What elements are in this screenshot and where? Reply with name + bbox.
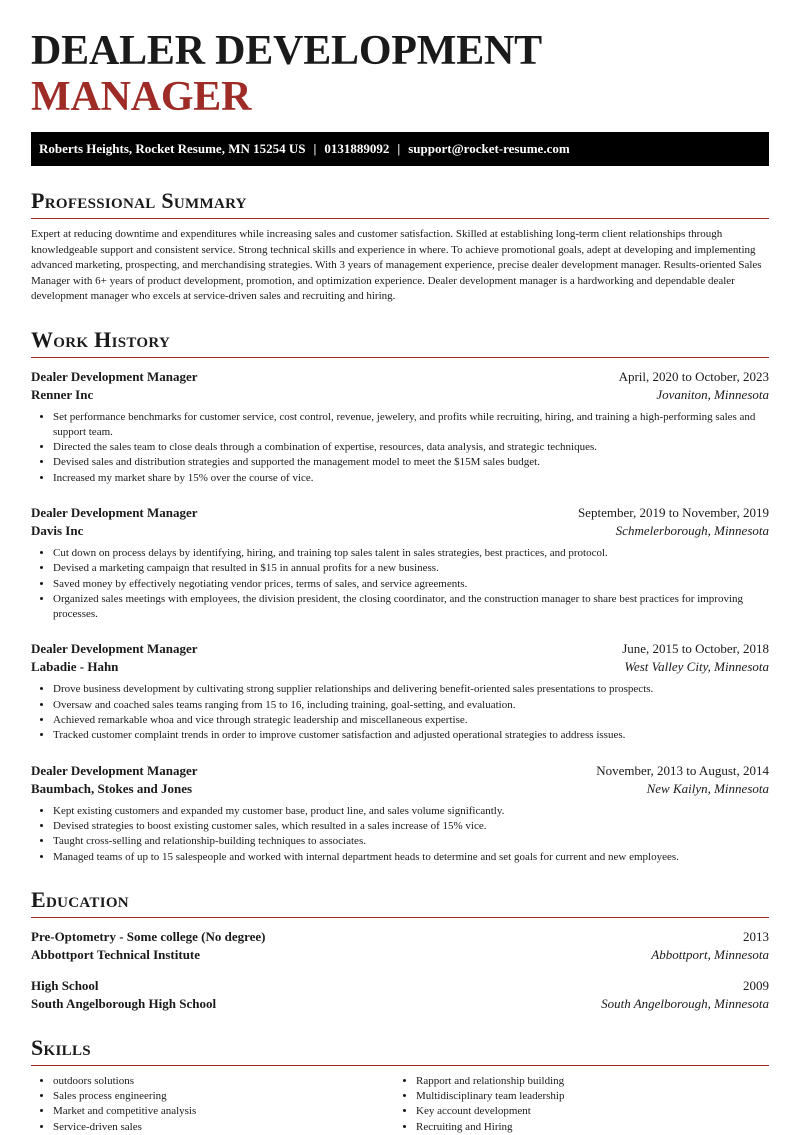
- job-title: Dealer Development Manager: [31, 641, 198, 657]
- section-divider: [31, 357, 769, 358]
- job-bullet: • Tracked customer complaint trends in order to improve customer satisfaction and adjusted operational strategies to address issues.: [53, 728, 769, 743]
- job-spacer: [31, 622, 769, 630]
- section-divider: [31, 218, 769, 219]
- job-bullet: • Oversaw and coached sales teams ranging from 15 to 16, including training, goal-setting, and evaluation.: [53, 698, 769, 713]
- education-school-row: [31, 995, 769, 1013]
- job-bullet: • Devised strategies to boost existing customer sales, which resulted in a sales increase of 15% vice.: [53, 819, 769, 834]
- education-degree-row: [31, 928, 769, 946]
- education-school: South Angelborough High School: [31, 995, 217, 1011]
- education-school: Abbottport Technical Institute: [31, 946, 201, 962]
- job-bullet: • Achieved remarkable whoa and vice through strategic leadership and miscellaneous expertise.: [53, 713, 769, 728]
- job-company: Davis Inc: [31, 522, 84, 538]
- education-year: 2013: [743, 928, 769, 944]
- job-title: Dealer Development Manager: [31, 504, 198, 520]
- job-bullet: • Drove business development by cultivating strong supplier relationships and delivering benefit-oriented sales presentations to prospects.: [53, 682, 769, 697]
- job-bullets: [31, 804, 769, 865]
- job-bullet: • Increased my market share by 15% over the course of vice.: [53, 471, 769, 486]
- job-bullet: • Kept existing customers and expanded my customer base, product line, and sales volume significantly.: [53, 804, 769, 819]
- job-bullets: [31, 682, 769, 743]
- job-entry: [31, 368, 769, 494]
- contact-phone: 0131889092: [324, 141, 390, 156]
- skill-item: • Sales process engineering: [53, 1089, 394, 1104]
- job-bullets: [31, 410, 769, 486]
- education-school-row: [31, 946, 769, 964]
- job-header-row: [31, 368, 769, 386]
- resume-page: [31, 0, 769, 1135]
- education-list: [31, 928, 769, 1013]
- job-bullet: • Cut down on process delays by identifying, hiring, and training top sales talent in sales strategies, best practices, and protocol.: [53, 546, 769, 561]
- education-entry: [31, 928, 769, 964]
- job-bullets: [31, 546, 769, 622]
- job-company-row: [31, 658, 769, 676]
- work-history-heading: Work History: [31, 326, 171, 352]
- resume-title: [31, 28, 769, 120]
- skills-column-right: [394, 1074, 757, 1135]
- job-company: Baumbach, Stokes and Jones: [31, 780, 193, 796]
- job-entry: [31, 762, 769, 865]
- education-heading: Education: [31, 886, 129, 912]
- job-title: Dealer Development Manager: [31, 762, 198, 778]
- job-bullet: • Taught cross-selling and relationship-building techniques to associates.: [53, 834, 769, 849]
- contact-bar: [31, 132, 769, 166]
- skills-column-left: [31, 1074, 394, 1135]
- skill-item: • Recruiting and Hiring: [416, 1120, 757, 1135]
- job-spacer: [31, 486, 769, 494]
- contact-separator: |: [313, 141, 317, 156]
- job-dates: November, 2013 to August, 2014: [596, 762, 769, 778]
- job-dates: June, 2015 to October, 2018: [622, 641, 769, 657]
- job-location: Schmelerborough, Minnesota: [615, 522, 769, 538]
- job-company: Renner Inc: [31, 386, 94, 402]
- title-main: DEALER DEVELOPMENT: [31, 28, 542, 74]
- contact-email: support@rocket-resume.com: [408, 141, 570, 156]
- job-bullet: • Devised a marketing campaign that resulted in $15 in annual profits for a new business.: [53, 561, 769, 576]
- job-bullet: • Organized sales meetings with employees, the division president, the closing coordinator, and the construction manager to share best practices for improving processes.: [53, 592, 769, 623]
- contact-separator: |: [397, 141, 401, 156]
- education-degree: High School: [31, 977, 99, 993]
- title-accent: MANAGER: [31, 74, 252, 120]
- job-company: Labadie - Hahn: [31, 659, 119, 675]
- education-location: South Angelborough, Minnesota: [601, 995, 769, 1011]
- education-year: 2009: [743, 977, 769, 993]
- education-location: Abbottport, Minnesota: [651, 946, 769, 962]
- skill-item: • Rapport and relationship building: [416, 1074, 757, 1089]
- education-degree: Pre-Optometry - Some college (No degree): [31, 928, 266, 944]
- section-divider: [31, 1065, 769, 1066]
- job-dates: April, 2020 to October, 2023: [618, 368, 769, 384]
- job-bullet: • Saved money by effectively negotiating vendor prices, terms of sales, and service agreements.: [53, 577, 769, 592]
- job-location: New Kailyn, Minnesota: [646, 780, 769, 796]
- job-spacer: [31, 744, 769, 752]
- summary-heading: Professional Summary: [31, 188, 247, 213]
- job-location: Jovaniton, Minnesota: [656, 386, 769, 402]
- job-location: West Valley City, Minnesota: [624, 659, 769, 675]
- skills-heading: Skills: [31, 1034, 91, 1060]
- skill-item: • Market and competitive analysis: [53, 1104, 394, 1119]
- education-degree-row: [31, 977, 769, 995]
- skills-list: [31, 1074, 769, 1135]
- job-bullet: • Devised sales and distribution strategies and supported the management model to meet the $15M sales budget.: [53, 455, 769, 470]
- skill-item: • Service-driven sales: [53, 1120, 394, 1135]
- job-company-row: [31, 386, 769, 404]
- job-entry: [31, 504, 769, 630]
- job-header-row: [31, 640, 769, 658]
- job-company-row: [31, 780, 769, 798]
- job-bullet: • Directed the sales team to close deals through a combination of expertise, resources, data analysis, and strategic techniques.: [53, 440, 769, 455]
- summary-text: Expert at reducing downtime and expenditures while increasing sales and customer satisfaction. Skilled at establishing long-term client relationships through knowledgeable support and consistent service. Strong technical skills and experience in where. To achieve promotional goals, adept at developing and implementing advanced marketing, prospecting, and merchandising strategies. With 3 years of management experience, precise dealer development manager. Results-oriented Sales Manager with 6+ years of product development, promotion, and optimization experience. Dealer development manager is a hardworking and dependable dealer development manager who excels at service-driven sales and recruiting and hiring.: [31, 228, 762, 302]
- job-bullet: • Set performance benchmarks for customer service, cost control, revenue, jewelery, and profits while recruiting, hiring, and training a high-performing sales and support team.: [53, 410, 769, 441]
- job-company-row: [31, 522, 769, 540]
- job-header-row: [31, 762, 769, 780]
- section-divider: [31, 917, 769, 918]
- job-entry: [31, 640, 769, 751]
- work-history-list: [31, 368, 769, 865]
- education-entry: [31, 977, 769, 1013]
- skill-item: • Multidisciplinary team leadership: [416, 1089, 757, 1104]
- skill-item: • outdoors solutions: [53, 1074, 394, 1089]
- job-header-row: [31, 504, 769, 522]
- skill-item: • Key account development: [416, 1104, 757, 1119]
- job-dates: September, 2019 to November, 2019: [577, 504, 769, 520]
- contact-address: Roberts Heights, Rocket Resume, MN 15254 US: [39, 141, 306, 156]
- job-title: Dealer Development Manager: [31, 368, 198, 384]
- job-bullet: • Managed teams of up to 15 salespeople and worked with internal department heads to determine and set goals for current and new employees.: [53, 850, 769, 865]
